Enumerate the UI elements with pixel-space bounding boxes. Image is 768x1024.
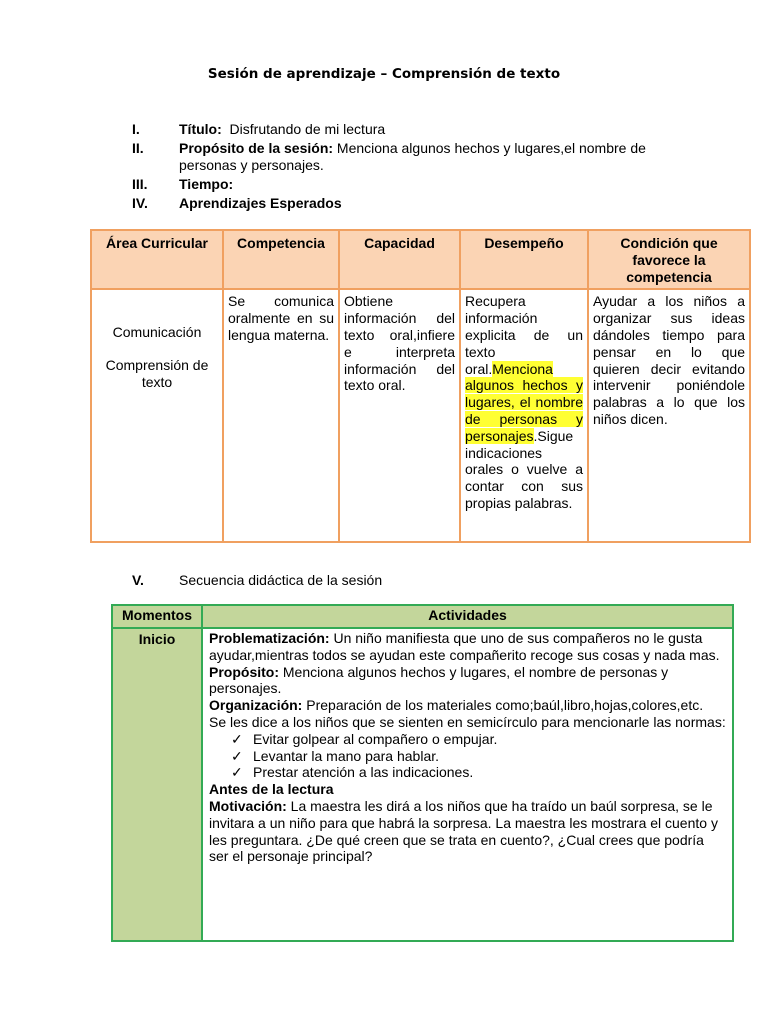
header-condicion: Condición que favorece la competencia <box>588 230 750 289</box>
list-number: III. <box>132 176 148 192</box>
problematizacion <box>209 630 726 664</box>
list-item-tiempo <box>132 176 652 193</box>
document-title: Sesión de aprendizaje – Comprensión de texto <box>207 66 561 82</box>
organizacion-text: Preparación de los materiales como;baúl,libro,hojas,colores,etc. <box>306 697 704 714</box>
proposito-label: Propósito: <box>209 663 279 680</box>
header-actividades: Actividades <box>202 605 733 628</box>
motivacion-label: Motivación: <box>209 797 287 814</box>
problematizacion-text: Un niño manifiesta que uno de sus compañeros no le gusta ayudar,mientras todos se ayudan este compañerito recoge sus cosas y nada mas. <box>209 630 720 663</box>
list-label: Aprendizajes Esperados <box>179 195 342 211</box>
list-value: Disfrutando de mi lectura <box>229 121 386 137</box>
norm-text: Levantar la mano para hablar. <box>253 747 440 764</box>
cell-area <box>91 289 223 542</box>
list-item-proposito <box>132 140 652 174</box>
list-item-aprendizajes <box>132 195 652 212</box>
check-icon: ✓ <box>231 730 243 747</box>
section-number: V. <box>132 572 144 588</box>
header-desempeno: Desempeño <box>460 230 588 289</box>
list-item-titulo <box>132 121 652 138</box>
table-row <box>91 289 750 542</box>
desempeno-highlight: Menciona algunos hechos y lugares, el nombre de personas y personajes <box>465 360 583 444</box>
header-momentos: Momentos <box>112 605 202 628</box>
motivacion-text: La maestra les dirá a los niños que ha traído un baúl sorpresa, se le invitara a un niño para que habrá la sorpresa. La maestra les mostrara el cuento y les preguntara. ¿De qué creen que se trata en cuento?, ¿Cual crees que podría ser el personaje principal? <box>209 797 718 865</box>
section-label: Secuencia didáctica de la sesión <box>179 572 383 588</box>
activities-cell <box>202 628 733 941</box>
proposito <box>209 664 726 698</box>
list-number: II. <box>132 140 144 156</box>
norm-item <box>209 731 726 748</box>
list-value: Menciona algunos hechos y lugares,el nombre de personas y personajes. <box>179 140 646 173</box>
area-comunicacion: Comunicación <box>112 323 202 340</box>
desempeno-text: Recupera información explicita de un texto oral. <box>465 293 583 377</box>
organizacion <box>209 697 726 714</box>
table-row <box>112 628 733 941</box>
cell-desempeno <box>460 289 588 542</box>
check-icon: ✓ <box>231 764 243 781</box>
session-info-list <box>132 121 652 214</box>
norm-item <box>209 764 726 781</box>
list-number: I. <box>132 121 140 137</box>
norm-text: Prestar atención a las indicaciones. <box>253 764 474 781</box>
learning-outcomes-table <box>90 229 751 543</box>
semicirculo-text: Se les dice a los niños que se sienten en semicírculo para mencionarle las normas: <box>209 713 726 730</box>
desempeno-text-end: .Sigue indicaciones orales o vuelve a contar con sus propias palabras. <box>465 427 583 511</box>
cell-competencia: Se comunica oralmente en su lengua materna. <box>223 289 339 542</box>
problematizacion-label: Problematización: <box>209 630 330 646</box>
list-label: Título: <box>179 121 222 137</box>
cell-condicion: Ayudar a los niños a organizar sus ideas dándoles tiempo para pensar en lo que quieren decir evitando intervenir poniéndole palabras a lo que los niños dicen. <box>588 289 750 542</box>
header-competencia: Competencia <box>223 230 339 289</box>
motivacion <box>209 798 726 865</box>
section-five-heading <box>132 572 382 588</box>
table-header-row <box>91 230 750 289</box>
antes-lectura-heading <box>209 781 726 798</box>
proposito-text: Menciona algunos hechos y lugares, el nombre de personas y personajes. <box>209 663 669 697</box>
list-label: Tiempo: <box>179 176 234 192</box>
header-capacidad: Capacidad <box>339 230 460 289</box>
list-label: Propósito de la sesión: <box>179 140 334 156</box>
area-comprension: Comprensión de texto <box>105 357 209 391</box>
cell-capacidad: Obtiene información del texto oral,infiere e interpreta información del texto oral. <box>339 289 460 542</box>
list-number: IV. <box>132 195 148 211</box>
norm-item <box>209 748 726 765</box>
table-header-row <box>112 605 733 628</box>
norm-text: Evitar golpear al compañero o empujar. <box>253 730 498 747</box>
didactic-sequence-table <box>111 604 734 942</box>
header-area: Área Curricular <box>91 230 223 289</box>
organizacion-label: Organización: <box>209 697 303 714</box>
moment-inicio: Inicio <box>112 628 202 941</box>
check-icon: ✓ <box>231 747 243 764</box>
antes-label: Antes de la lectura <box>209 781 334 798</box>
